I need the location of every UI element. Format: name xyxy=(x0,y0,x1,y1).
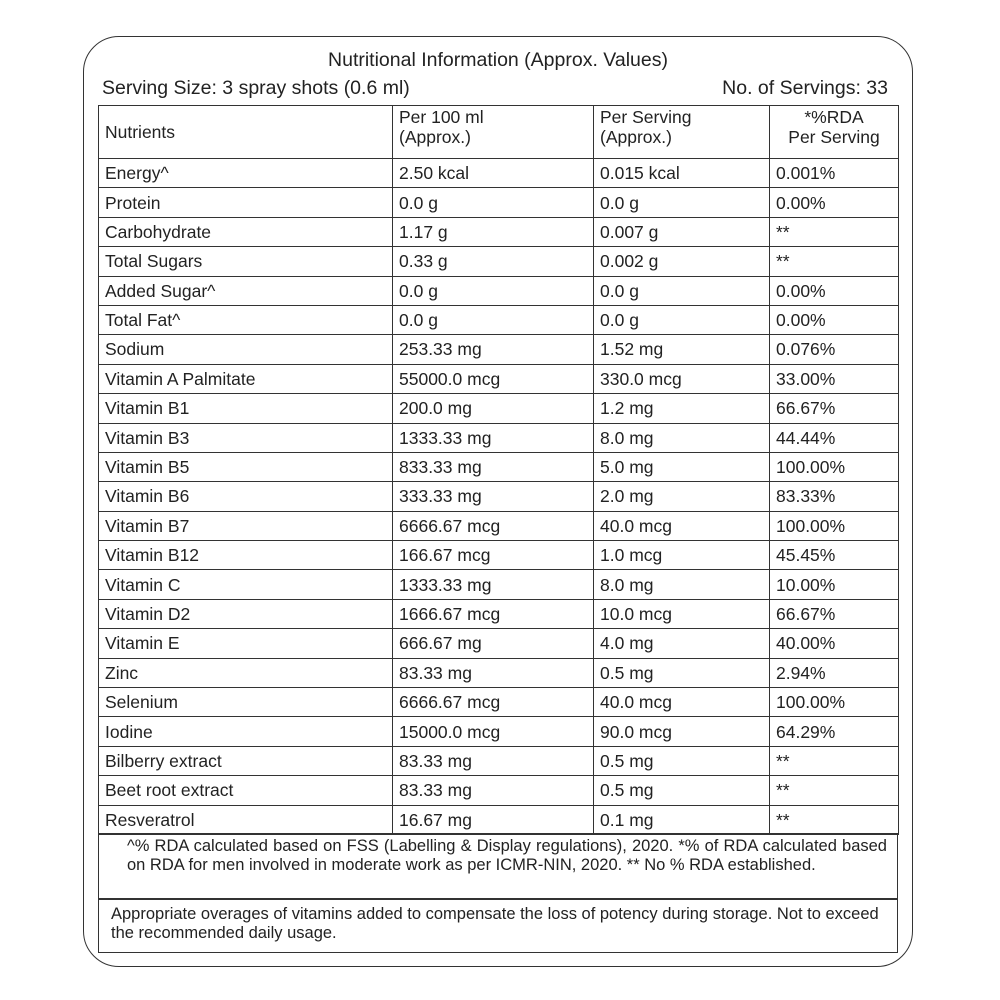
rda-value: 0.00% xyxy=(770,188,899,217)
table-row xyxy=(99,159,899,188)
nutrient-name: Energy^ xyxy=(99,159,393,188)
per-serving-value: 5.0 mg xyxy=(594,452,770,481)
rda-value: 44.44% xyxy=(770,423,899,452)
table-row xyxy=(99,541,899,570)
nutrient-name: Vitamin B1 xyxy=(99,394,393,423)
per-serving-value: 0.5 mg xyxy=(594,776,770,805)
per-100ml-value: 6666.67 mcg xyxy=(393,688,594,717)
table-row xyxy=(99,688,899,717)
rda-value: 66.67% xyxy=(770,599,899,628)
per-100ml-value: 166.67 mcg xyxy=(393,541,594,570)
per-serving-value: 0.0 g xyxy=(594,188,770,217)
serving-size: Serving Size: 3 spray shots (0.6 ml) xyxy=(102,77,410,99)
table-row xyxy=(99,452,899,481)
nutrient-name: Vitamin C xyxy=(99,570,393,599)
rda-footnote: ^% RDA calculated based on FSS (Labelling & Display regulations), 2020. *% of RDA calculated based on RDA for men involved in moderate work as per ICMR-NIN, 2020. ** No % RDA established. xyxy=(98,833,898,899)
per-serving-value: 0.0 g xyxy=(594,276,770,305)
rda-value: ** xyxy=(770,776,899,805)
nutrient-name: Added Sugar^ xyxy=(99,276,393,305)
per-serving-value: 0.0 g xyxy=(594,305,770,334)
per-100ml-value: 55000.0 mcg xyxy=(393,364,594,393)
table-row xyxy=(99,394,899,423)
nutrient-name: Iodine xyxy=(99,717,393,746)
table-row xyxy=(99,570,899,599)
nutrient-name: Vitamin B12 xyxy=(99,541,393,570)
nutrition-label-panel xyxy=(83,36,913,967)
per-serving-value: 0.002 g xyxy=(594,247,770,276)
table-row xyxy=(99,482,899,511)
per-100ml-value: 1.17 g xyxy=(393,217,594,246)
rda-value: 45.45% xyxy=(770,541,899,570)
rda-value: 64.29% xyxy=(770,717,899,746)
per-100ml-value: 16.67 mg xyxy=(393,805,594,834)
per-serving-value: 1.52 mg xyxy=(594,335,770,364)
table-row xyxy=(99,629,899,658)
per-serving-value: 40.0 mcg xyxy=(594,688,770,717)
per-100ml-value: 0.0 g xyxy=(393,276,594,305)
rda-value: 0.076% xyxy=(770,335,899,364)
per-100ml-value: 6666.67 mcg xyxy=(393,511,594,540)
rda-value: 100.00% xyxy=(770,688,899,717)
column-header-rda: *%RDA Per Serving xyxy=(770,106,899,159)
nutrient-name: Vitamin D2 xyxy=(99,599,393,628)
rda-value: 10.00% xyxy=(770,570,899,599)
per-serving-value: 90.0 mcg xyxy=(594,717,770,746)
table-row xyxy=(99,364,899,393)
rda-value: ** xyxy=(770,247,899,276)
rda-value: 83.33% xyxy=(770,482,899,511)
per-100ml-value: 1333.33 mg xyxy=(393,423,594,452)
per-100ml-value: 1333.33 mg xyxy=(393,570,594,599)
per-serving-value: 8.0 mg xyxy=(594,570,770,599)
rda-value: 100.00% xyxy=(770,511,899,540)
per-serving-value: 40.0 mcg xyxy=(594,511,770,540)
table-row xyxy=(99,776,899,805)
per-100ml-value: 0.0 g xyxy=(393,305,594,334)
per-serving-value: 1.0 mcg xyxy=(594,541,770,570)
nutrient-name: Total Sugars xyxy=(99,247,393,276)
per-100ml-value: 15000.0 mcg xyxy=(393,717,594,746)
rda-value: 33.00% xyxy=(770,364,899,393)
nutrient-name: Carbohydrate xyxy=(99,217,393,246)
nutrient-name: Total Fat^ xyxy=(99,305,393,334)
nutrient-name: Vitamin A Palmitate xyxy=(99,364,393,393)
nutrient-name: Sodium xyxy=(99,335,393,364)
nutrient-name: Bilberry extract xyxy=(99,746,393,775)
per-100ml-value: 1666.67 mcg xyxy=(393,599,594,628)
table-row xyxy=(99,746,899,775)
rda-value: 66.67% xyxy=(770,394,899,423)
nutrient-name: Zinc xyxy=(99,658,393,687)
table-row xyxy=(99,423,899,452)
per-100ml-value: 83.33 mg xyxy=(393,658,594,687)
nutrient-name: Vitamin B6 xyxy=(99,482,393,511)
per-serving-value: 0.007 g xyxy=(594,217,770,246)
table-row xyxy=(99,276,899,305)
table-row xyxy=(99,247,899,276)
table-row xyxy=(99,217,899,246)
per-100ml-value: 0.0 g xyxy=(393,188,594,217)
per-100ml-value: 83.33 mg xyxy=(393,776,594,805)
label-title: Nutritional Information (Approx. Values) xyxy=(328,49,668,71)
rda-value: 40.00% xyxy=(770,629,899,658)
rda-value: ** xyxy=(770,805,899,834)
table-row xyxy=(99,717,899,746)
rda-value: 0.00% xyxy=(770,305,899,334)
column-header-per-100ml: Per 100 ml (Approx.) xyxy=(393,106,594,159)
nutrient-name: Vitamin B3 xyxy=(99,423,393,452)
servings-count: No. of Servings: 33 xyxy=(722,77,888,99)
table-row xyxy=(99,335,899,364)
rda-value: ** xyxy=(770,746,899,775)
per-100ml-value: 253.33 mg xyxy=(393,335,594,364)
overage-footnote: Appropriate overages of vitamins added to compensate the loss of potency during storage. Not to exceed the recommended daily usage. xyxy=(98,899,898,953)
rda-value: 0.001% xyxy=(770,159,899,188)
per-serving-value: 10.0 mcg xyxy=(594,599,770,628)
nutrient-name: Beet root extract xyxy=(99,776,393,805)
per-serving-value: 330.0 mcg xyxy=(594,364,770,393)
per-serving-value: 0.1 mg xyxy=(594,805,770,834)
table-row xyxy=(99,658,899,687)
per-serving-value: 2.0 mg xyxy=(594,482,770,511)
per-100ml-value: 833.33 mg xyxy=(393,452,594,481)
per-serving-value: 0.5 mg xyxy=(594,746,770,775)
per-100ml-value: 333.33 mg xyxy=(393,482,594,511)
table-row xyxy=(99,599,899,628)
per-100ml-value: 83.33 mg xyxy=(393,746,594,775)
rda-value: ** xyxy=(770,217,899,246)
nutrient-name: Resveratrol xyxy=(99,805,393,834)
nutrient-name: Vitamin B5 xyxy=(99,452,393,481)
rda-value: 100.00% xyxy=(770,452,899,481)
per-serving-value: 8.0 mg xyxy=(594,423,770,452)
per-serving-value: 1.2 mg xyxy=(594,394,770,423)
nutrition-table xyxy=(98,105,899,835)
rda-value: 2.94% xyxy=(770,658,899,687)
nutrient-name: Selenium xyxy=(99,688,393,717)
table-row xyxy=(99,805,899,834)
column-header-nutrients: Nutrients xyxy=(99,106,393,159)
nutrition-table-body xyxy=(99,159,899,835)
table-header-row xyxy=(99,106,899,159)
per-serving-value: 0.5 mg xyxy=(594,658,770,687)
table-row xyxy=(99,511,899,540)
nutrient-name: Protein xyxy=(99,188,393,217)
per-100ml-value: 2.50 kcal xyxy=(393,159,594,188)
table-row xyxy=(99,305,899,334)
per-serving-value: 4.0 mg xyxy=(594,629,770,658)
per-serving-value: 0.015 kcal xyxy=(594,159,770,188)
per-100ml-value: 0.33 g xyxy=(393,247,594,276)
per-100ml-value: 200.0 mg xyxy=(393,394,594,423)
nutrient-name: Vitamin E xyxy=(99,629,393,658)
column-header-per-serving: Per Serving (Approx.) xyxy=(594,106,770,159)
per-100ml-value: 666.67 mg xyxy=(393,629,594,658)
nutrient-name: Vitamin B7 xyxy=(99,511,393,540)
rda-value: 0.00% xyxy=(770,276,899,305)
table-row xyxy=(99,188,899,217)
